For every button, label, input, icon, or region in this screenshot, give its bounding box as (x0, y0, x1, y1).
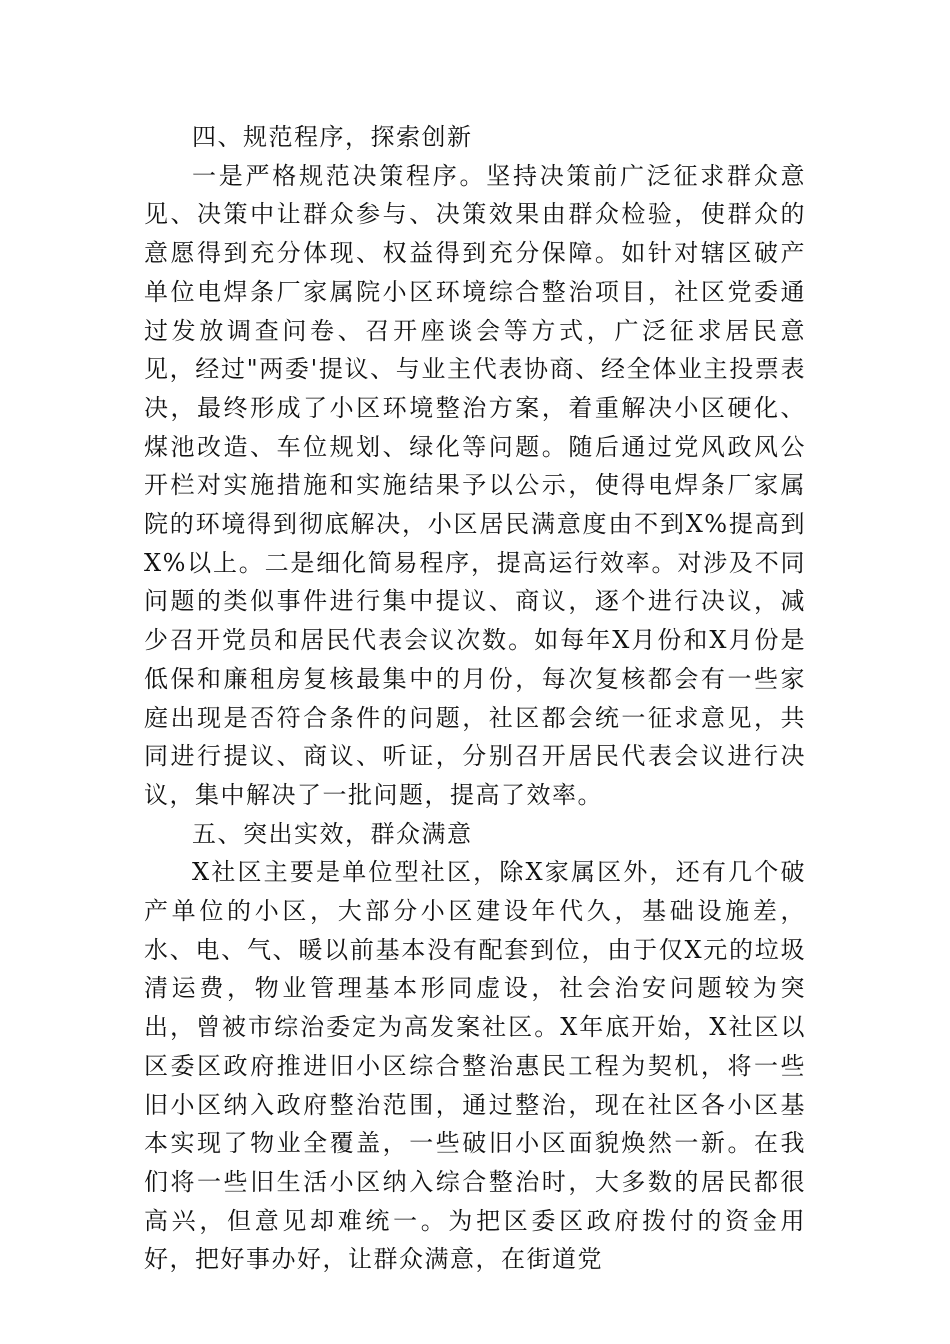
body-paragraph: X社区主要是单位型社区，除X家属区外，还有几个破产单位的小区，大部分小区建设年代久，基础设施差，水、电、气、暖以前基本没有配套到位，由于仅X元的垃圾清运费，物业管理基本形同虚设，社会治安问题较为突出，曾被市综治委定为高发案社区。X年底开始，X社区以区委区政府推进旧小区综合整治惠民工程为契机，将一些旧小区纳入政府整治范围，通过整治，现在社区各小区基本实现了物业全覆盖，一些破旧小区面貌焕然一新。在我们将一些旧生活小区纳入综合整治时，大多数的居民都很高兴，但意见却难统一。为把区委区政府拨付的资金用好，把好事办好，让群众满意，在街道党 (144, 858, 806, 1274)
document-body (144, 118, 806, 1279)
body-paragraph: 一是严格规范决策程序。坚持决策前广泛征求群众意见、决策中让群众参与、决策效果由群众检验，使群众的意愿得到充分体现、权益得到充分保障。如针对辖区破产单位电焊条厂家属院小区环境综合整治项目，社区党委通过发放调查问卷、召开座谈会等方式，广泛征求居民意见，经过"两委'提议、与业主代表协商、经全体业主投票表决，最终形成了小区环境整治方案，着重解决小区硬化、煤池改造、车位规划、绿化等问题。随后通过党风政风公开栏对实施措施和实施结果予以公示，使得电焊条厂家属院的环境得到彻底解决，小区居民满意度由不到X%提高到X%以上。二是细化简易程序，提高运行效率。对涉及不同问题的类似事件进行集中提议、商议，逐个进行决议，减少召开党员和居民代表会议次数。如每年X月份和X月份是低保和廉租房复核最集中的月份，每次复核都会有一些家庭出现是否符合条件的问题，社区都会统一征求意见，共同进行提议、商议、听证，分别召开居民代表会议进行决议，集中解决了一批问题，提高了效率。 (144, 161, 806, 809)
section-heading-5: 五、突出实效，群众满意 (192, 819, 473, 848)
section-heading-4: 四、规范程序，探索创新 (192, 123, 473, 151)
